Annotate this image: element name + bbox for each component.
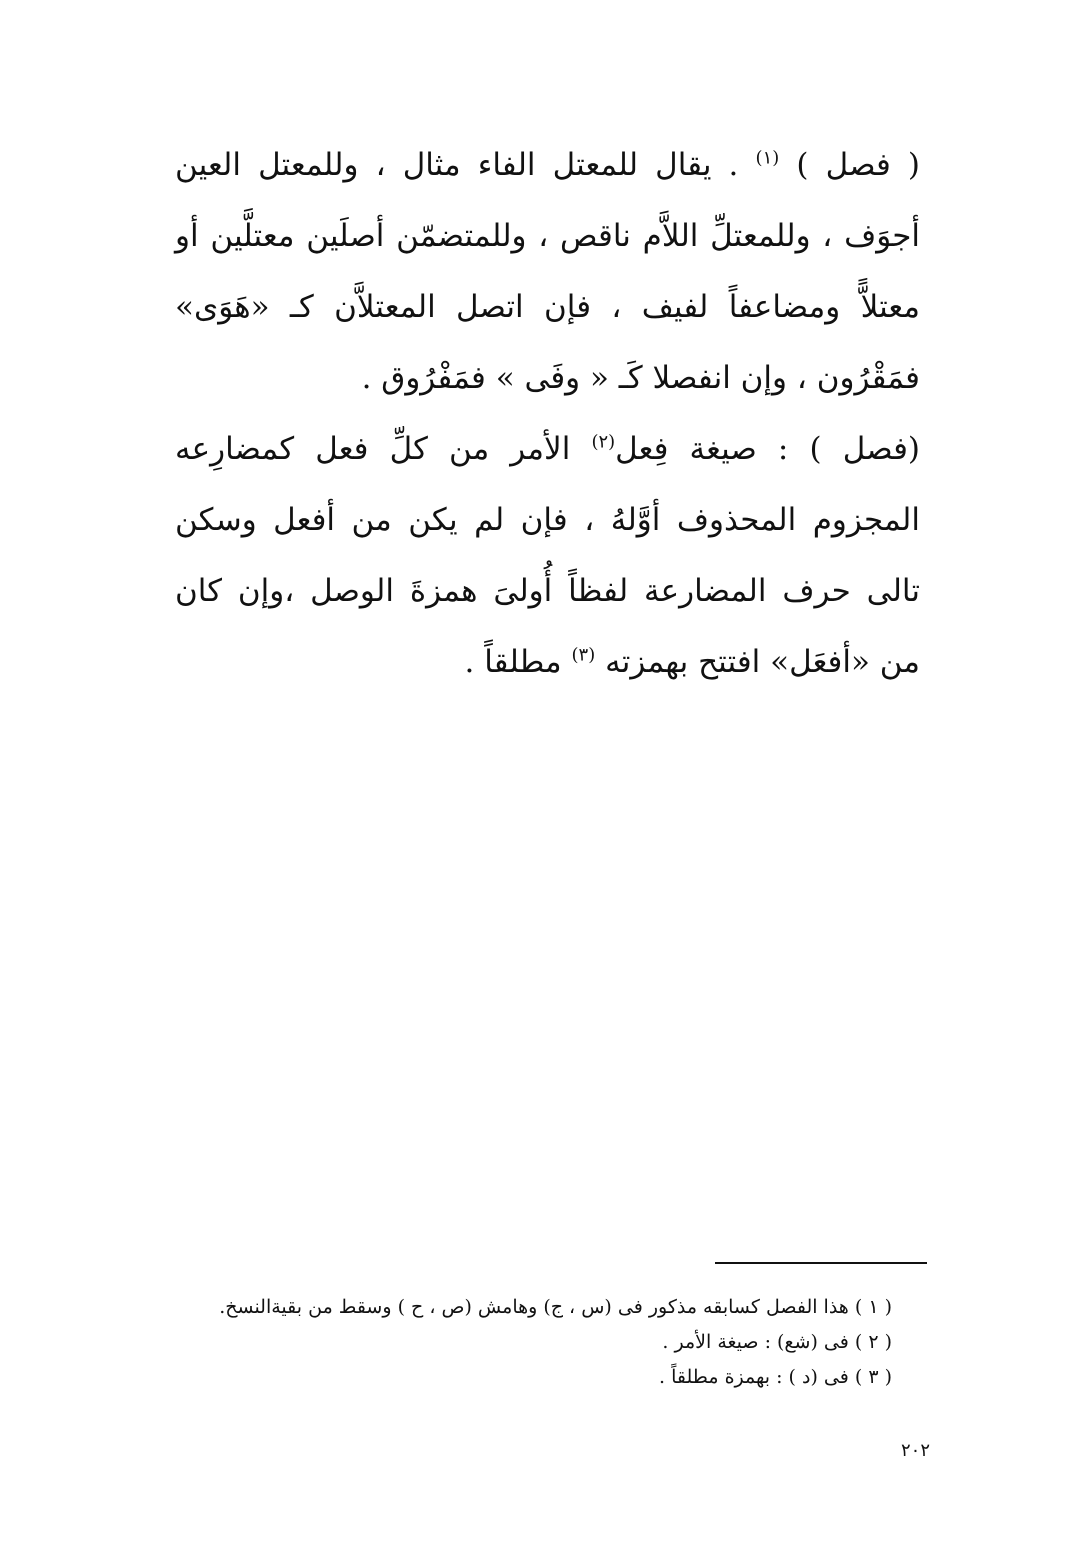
paragraph-1-rest: . يقال للمعتل الفاء مثال ، وللمعتل العين أجوَف ، وللمعتلِّ اللاَّم ناقص ، وللمتضمّن أصلَين معتلَّين أو معتلاًّ ومضاعفاً لفيف ، فإن اتصل المعتلاَّن كـ «هَوَى» فمَقْرُون ، وإن انفصلا كَـ « وفَى » فمَفْرُوق . [175,147,920,396]
page-number: ٢٠٢ [900,1440,930,1461]
footnotes [180,1290,892,1395]
paragraph-1 [175,130,920,414]
paragraph-2-end: مطلقاً . [464,644,572,680]
footnote-3: ( ٣ ) فى (د ) : بهمزة مطلقاً . [659,1366,892,1388]
footnote-2: ( ٢ ) فى (شع) : صيغة الأمر . [662,1331,892,1353]
footnote-1: ( ١ ) هذا الفصل كسابقه مذكور فى (س ، ج) وهامش (ص ، ح ) وسقط من بقيةالنسخ. [219,1296,892,1318]
paragraph-2-middle: الأمر من كلِّ فعل كمضارِعه المجزوم المحذوف أوَّلهُ ، فإن لم يكن من أفعل وسكن تالى حرف المضارعة لفظاً أُولىَ همزةَ الوصل ،وإن كان من «أفعَل» افتتح بهمزته [175,431,920,680]
footnote-ref-2: (٢) [591,431,616,453]
footnote-ref-3: (٣) [571,644,596,666]
footnote-separator [715,1262,927,1264]
paragraph-2-start: (فصل ) : صيغة فِعل [615,431,920,467]
footnote-ref-1: (١) [755,147,780,169]
paragraph-1-start: ( فصل ) [779,147,920,183]
paragraph-2 [175,414,920,698]
main-text [175,130,920,698]
